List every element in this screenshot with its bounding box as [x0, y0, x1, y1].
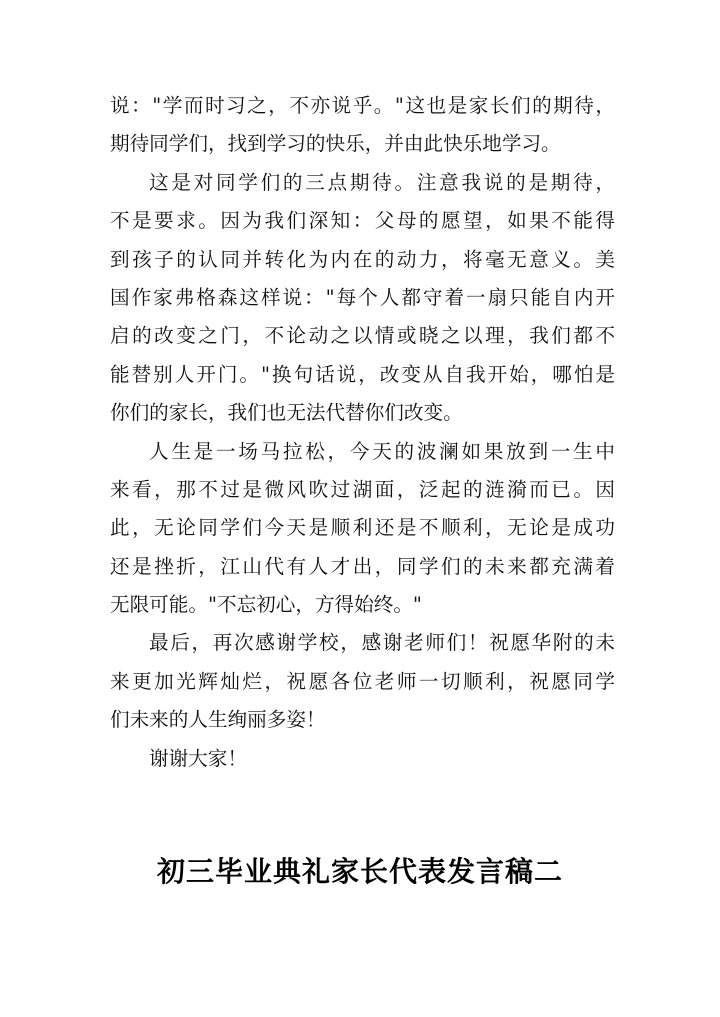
paragraph-first-line: 人生是一场马拉松，今天的波澜如果放到一生中 — [149, 439, 615, 463]
section-heading: 初三毕业典礼家长代表发言稿二 — [156, 855, 563, 888]
speech-body — [110, 87, 615, 778]
paragraph-first-line: 这是对同学们的三点期待。注意我说的是期待， — [149, 170, 615, 194]
text-line: 无限可能。"不忘初心，方得始终。" — [110, 593, 422, 617]
text-line: 启的改变之门，不论动之以情或晓之以理，我们都不 — [110, 324, 615, 348]
paragraph-first-line: 最后，再次感谢学校，感谢老师们！祝愿华附的未 — [149, 631, 615, 655]
text-line: 们未来的人生绚丽多姿！ — [110, 708, 326, 732]
text-line: 还是挫折，江山代有人才出，同学们的未来都充满着 — [110, 554, 615, 578]
text-line: 期待同学们，找到学习的快乐，并由此快乐地学习。 — [110, 132, 561, 156]
text-line: 来看，那不过是微风吹过湖面，泛起的涟漪而已。因 — [110, 477, 615, 501]
text-line: 国作家弗格森这样说："每个人都守着一扇只能自内开 — [110, 285, 615, 309]
text-line: 能替别人开门。"换句话说，改变从自我开始，哪怕是 — [110, 362, 615, 386]
text-line: 不是要求。因为我们深知：父母的愿望，如果不能得 — [110, 209, 615, 233]
closing-line: 谢谢大家！ — [149, 746, 247, 770]
text-line: 此，无论同学们今天是顺利还是不顺利，无论是成功 — [110, 516, 615, 540]
text-line: 来更加光辉灿烂，祝愿各位老师一切顺利，祝愿同学 — [110, 669, 615, 693]
text-line: 你们的家长，我们也无法代替你们改变。 — [110, 401, 463, 425]
text-line: 说："学而时习之，不亦说乎。"这也是家长们的期待， — [110, 94, 615, 117]
text-line: 到孩子的认同并转化为内在的动力，将毫无意义。美 — [110, 247, 615, 271]
